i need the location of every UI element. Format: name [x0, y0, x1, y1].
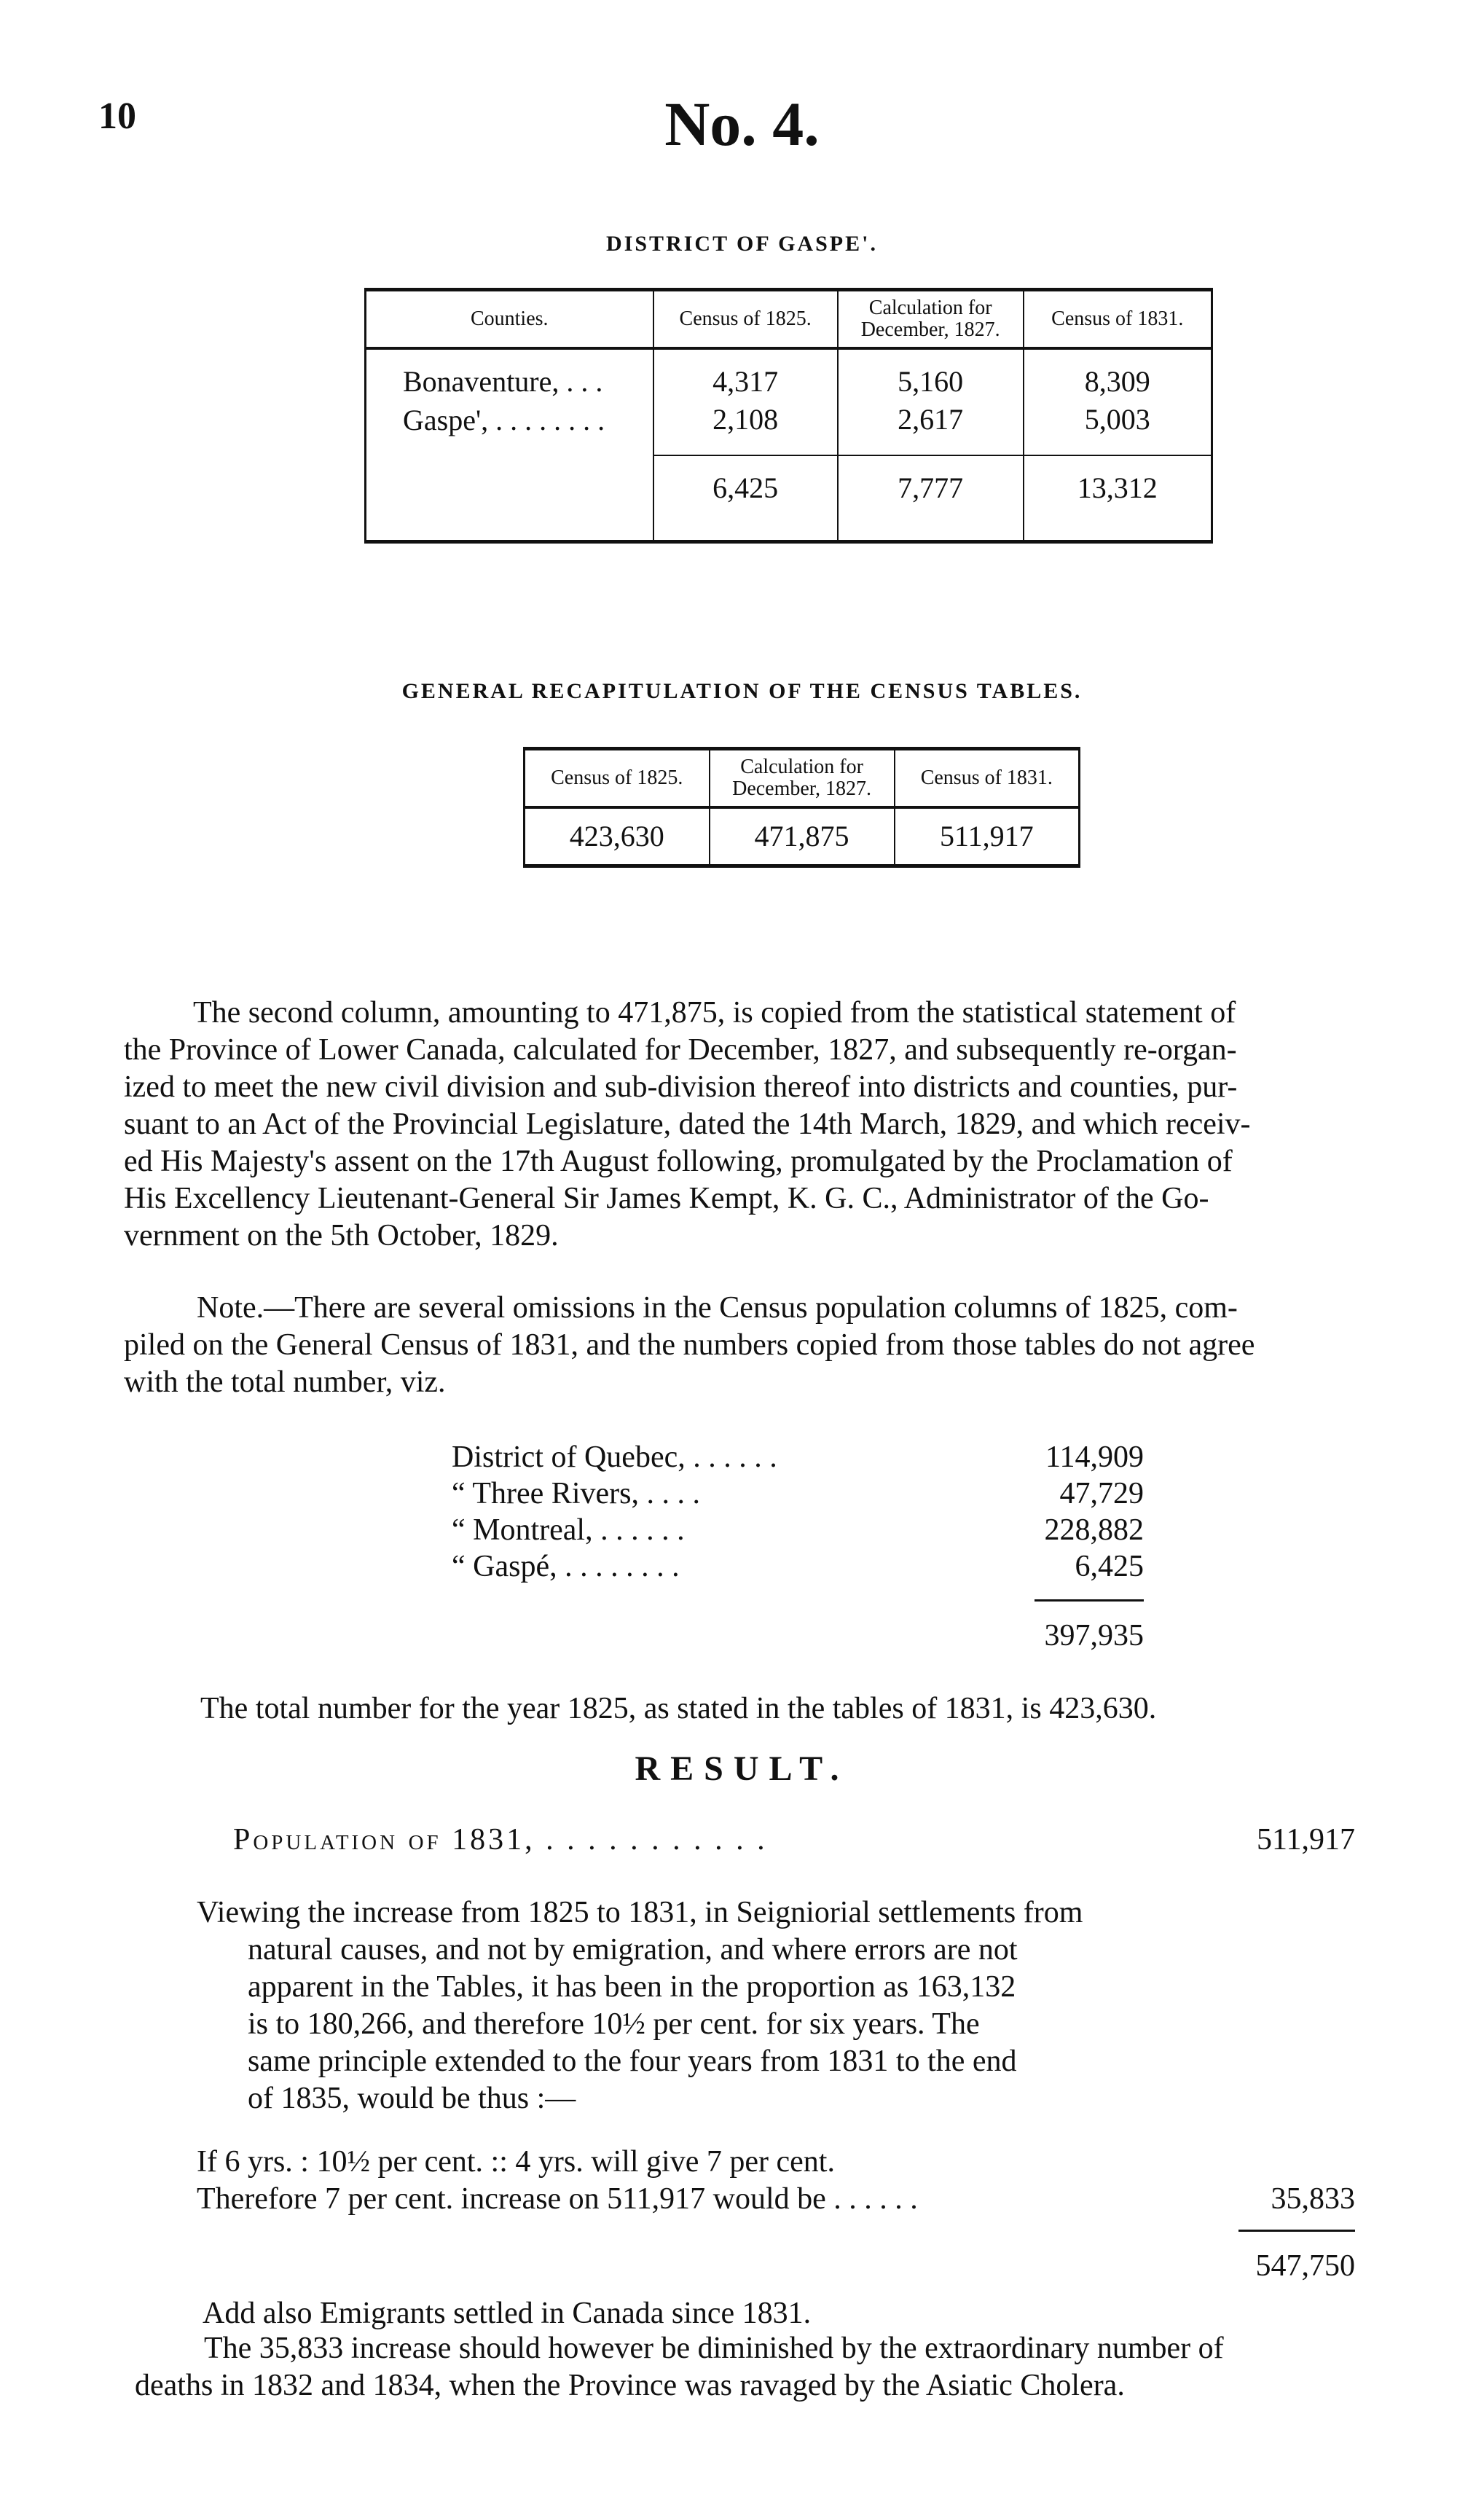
district-list [452, 1439, 1144, 1585]
cell-value: 4,317 [653, 348, 838, 401]
therefore-value: 35,833 [1271, 2182, 1355, 2216]
cell-value: 471,875 [710, 807, 895, 866]
text-line: The second column, amounting to 471,875, is copied from the statistical statement of [193, 996, 1236, 1030]
total-value: 7,777 [838, 455, 1024, 542]
text-line: His Excellency Lieutenant-General Sir James Kempt, K. G. C., Administrator of the Go- [124, 1182, 1209, 1215]
text-line: apparent in the Tables, it has been in the proportion as 163,132 [248, 1970, 1016, 2004]
table-row [525, 807, 1080, 866]
table-row [366, 401, 1212, 455]
text-line: the Province of Lower Canada, calculated for December, 1827, and subsequently re-organ- [124, 1033, 1237, 1067]
county-name: Gaspe', . . . . . . . . [403, 403, 605, 436]
district-label: “ Three Rivers, . . . . [452, 1477, 700, 1510]
text-line: of 1835, would be thus :— [248, 2082, 576, 2115]
page-title: No. 4. [664, 89, 820, 159]
recap-table [523, 747, 1080, 868]
col-header: Counties. [366, 290, 653, 349]
cell-value: 5,160 [838, 348, 1024, 401]
table-total-row [366, 455, 1212, 542]
district-value: 6,425 [1075, 1550, 1144, 1583]
col-header: Census of 1825. [525, 749, 710, 808]
district-value: 47,729 [1059, 1477, 1144, 1510]
col-header: Census of 1831. [895, 749, 1080, 808]
county-name: Bonaventure, . . . [403, 365, 603, 398]
text-line: Viewing the increase from 1825 to 1831, in Seigniorial settlements from [197, 1896, 1083, 1929]
sum-rule [1238, 2230, 1355, 2232]
final-paragraph [135, 2330, 1468, 2404]
text-line: with the total number, viz. [124, 1365, 446, 1399]
cell-value: 2,108 [653, 401, 838, 455]
cell-value: 511,917 [895, 807, 1080, 866]
district-label: District of Quebec, . . . . . . [452, 1440, 777, 1474]
table-row [366, 348, 1212, 401]
add-line: Add also Emigrants settled in Canada since 1831. [203, 2297, 812, 2330]
text-line: is to 180,266, and therefore 10½ per cent. for six years. The [248, 2007, 980, 2041]
text-line: The 35,833 increase should however be diminished by the extraordinary number of [204, 2332, 1224, 2365]
text-line: suant to an Act of the Provincial Legislature, dated the 14th March, 1829, and which receiv- [124, 1108, 1251, 1141]
district-label: “ Gaspé, . . . . . . . . [452, 1550, 680, 1583]
list-item [452, 1512, 1144, 1548]
col-header: Census of 1831. [1024, 290, 1212, 349]
list-item [452, 1548, 1144, 1585]
viewing-paragraph [197, 1894, 1289, 2117]
note-paragraph [124, 1290, 1472, 1401]
district-value: 228,882 [1044, 1513, 1144, 1547]
list-item [452, 1439, 1144, 1475]
text-line: same principle extended to the four years from 1831 to the end [248, 2045, 1017, 2078]
sum-rule [1035, 1599, 1144, 1602]
gaspe-table-heading: DISTRICT OF GASPE'. [606, 232, 878, 256]
cell-value: 423,630 [569, 820, 664, 852]
total-value: 13,312 [1024, 455, 1212, 542]
recap-table-heading: GENERAL RECAPITULATION OF THE CENSUS TABLES. [401, 679, 1083, 703]
total-value: 6,425 [653, 455, 838, 542]
col-header: Census of 1825. [653, 290, 838, 349]
district-label: “ Montreal, . . . . . . [452, 1513, 685, 1547]
districts-total: 397,935 [1044, 1619, 1144, 1653]
cell-value: 8,309 [1024, 348, 1212, 401]
proportion-line: If 6 yrs. : 10½ per cent. :: 4 yrs. will give 7 per cent. [197, 2145, 835, 2179]
total-note: The total number for the year 1825, as stated in the tables of 1831, is 423,630. [200, 1692, 1157, 1725]
paragraph-second-column [124, 995, 1472, 1255]
result-title: RESULT. [635, 1749, 849, 1788]
col-header: Calculation for December, 1827. [838, 290, 1024, 349]
text-line: piled on the General Census of 1831, and the numbers copied from those tables do not agree [124, 1328, 1255, 1362]
page-number: 10 [98, 95, 136, 137]
grand-total: 547,750 [1255, 2249, 1355, 2283]
gaspe-table [364, 288, 1213, 544]
text-line: Note.—There are several omissions in the Census population columns of 1825, com- [197, 1291, 1238, 1325]
text-line: vernment on the 5th October, 1829. [124, 1219, 559, 1252]
text-line: natural causes, and not by emigration, and where errors are not [248, 1933, 1018, 1967]
list-item [452, 1475, 1144, 1512]
population-label: Population of 1831, . . . . . . . . . . . [233, 1823, 768, 1857]
district-value: 114,909 [1045, 1440, 1144, 1474]
cell-value: 2,617 [838, 401, 1024, 455]
cell-value: 5,003 [1024, 401, 1212, 455]
text-line: ized to meet the new civil division and sub-division thereof into districts and counties, pur- [124, 1070, 1238, 1104]
text-line: ed His Majesty's assent on the 17th August following, promulgated by the Proclamation of [124, 1145, 1233, 1178]
col-header: Calculation for December, 1827. [710, 749, 895, 808]
population-value: 511,917 [1257, 1823, 1355, 1857]
text-line: deaths in 1832 and 1834, when the Province was ravaged by the Asiatic Cholera. [135, 2369, 1125, 2402]
therefore-label: Therefore 7 per cent. increase on 511,917 would be . . . . . . [197, 2182, 918, 2216]
